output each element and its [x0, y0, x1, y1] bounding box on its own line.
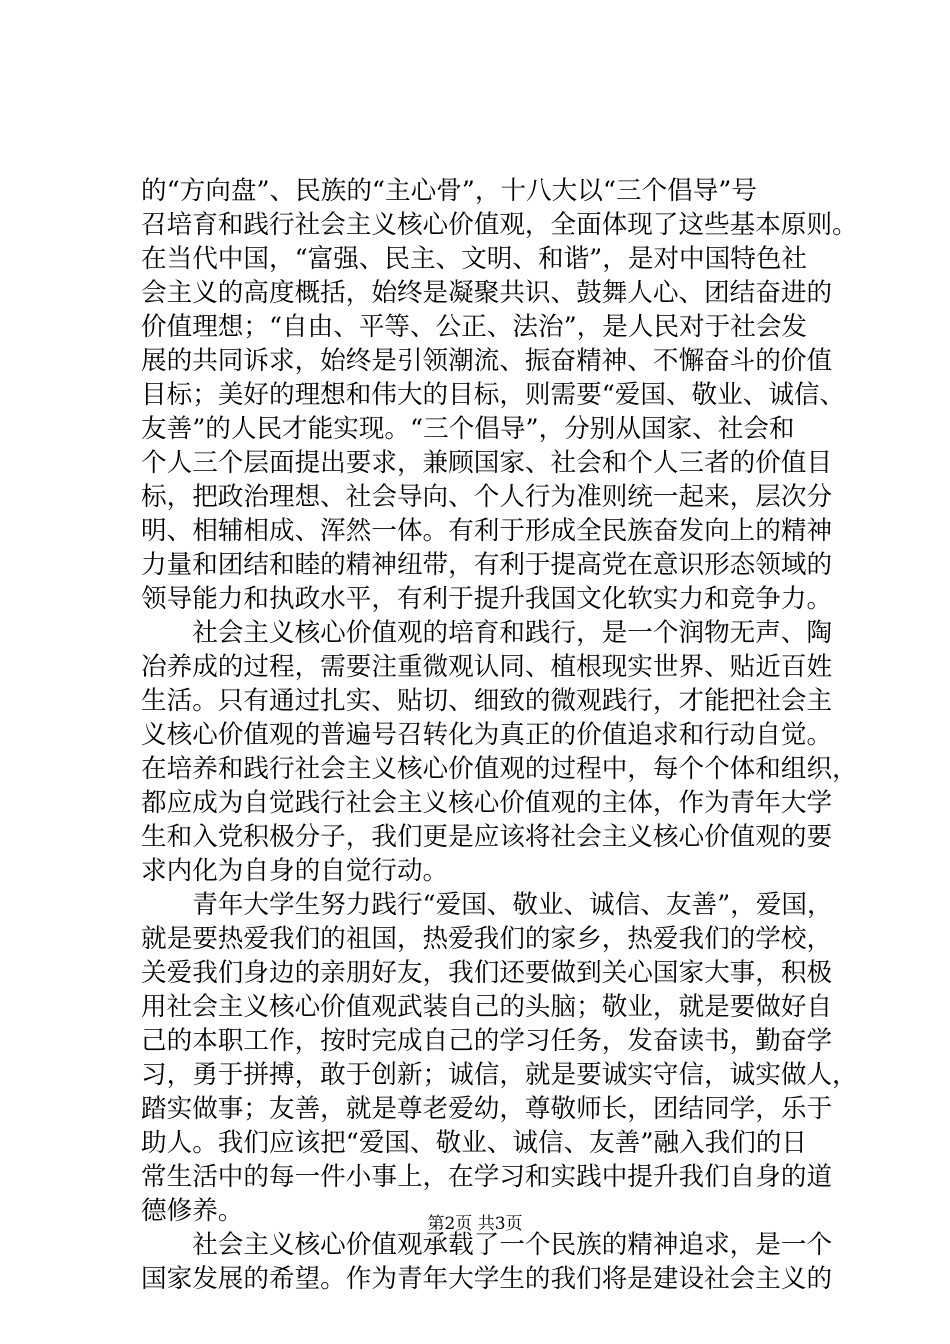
text-line: 召培育和践行社会主义核心价值观，全面体现了这些基本原则。 — [141, 210, 858, 240]
text-line: 常生活中的每一件小事上，在学习和实践中提升我们自身的道 — [141, 1162, 833, 1192]
text-line: 就是要热爱我们的祖国，热爱我们的家乡，热爱我们的学校， — [141, 924, 833, 954]
text-line: 国家发展的希望。作为青年大学生的我们将是建设社会主义的 — [141, 1264, 833, 1294]
text-line: 己的本职工作，按时完成自己的学习任务，发奋读书，勤奋学 — [141, 1026, 833, 1056]
text-line: 社会主义核心价值观的培育和践行，是一个润物无声、陶 — [141, 618, 833, 648]
text-line: 明、相辅相成、浑然一体。有利于形成全民族奋发向上的精神 — [141, 516, 833, 546]
text-line: 冶养成的过程，需要注重微观认同、植根现实世界、贴近百姓 — [141, 652, 833, 682]
text-line: 都应成为自觉践行社会主义核心价值观的主体，作为青年大学 — [141, 788, 833, 818]
text-line: 在培养和践行社会主义核心价值观的过程中，每个个体和组织， — [141, 754, 858, 784]
text-line: 的“方向盘”、民族的“主心骨”，十八大以“三个倡导”号 — [141, 176, 757, 206]
text-line: 青年大学生努力践行“爱国、敬业、诚信、友善”，爱国， — [141, 890, 833, 920]
text-line: 踏实做事；友善，就是尊老爱幼，尊敬师长，团结同学，乐于 — [141, 1094, 833, 1124]
text-line: 习，勇于拼搏，敢于创新；诚信，就是要诚实守信，诚实做人， — [141, 1060, 858, 1090]
text-line: 助人。我们应该把“爱国、敬业、诚信、友善”融入我们的日 — [141, 1128, 808, 1158]
page-footer: 第2页 共3页 — [427, 1214, 523, 1234]
text-line: 义核心价值观的普遍号召转化为真正的价值追求和行动自觉。 — [141, 720, 833, 750]
text-line: 在当代中国，“富强、民主、文明、和谐”，是对中国特色社 — [141, 244, 808, 274]
text-line: 目标；美好的理想和伟大的目标，则需要“爱国、敬业、诚信、 — [141, 380, 846, 410]
text-line: 社会主义核心价值观承载了一个民族的精神追求，是一个 — [141, 1230, 833, 1260]
text-line: 用社会主义核心价值观武装自己的头脑；敬业，就是要做好自 — [141, 992, 833, 1022]
text-line: 生和入党积极分子，我们更是应该将社会主义核心价值观的要 — [141, 822, 833, 852]
text-line: 展的共同诉求，始终是引领潮流、振奋精神、不懈奋斗的价值 — [141, 346, 833, 376]
text-line: 友善”的人民才能实现。“三个倡导”，分别从国家、社会和 — [141, 414, 795, 444]
text-line: 领导能力和执政水平，有利于提升我国文化软实力和竞争力。 — [141, 584, 833, 614]
text-line: 关爱我们身边的亲朋好友，我们还要做到关心国家大事，积极 — [141, 958, 833, 988]
text-line: 价值理想；“自由、平等、公正、法治”，是人民对于社会发 — [141, 312, 808, 342]
text-line: 标，把政治理想、社会导向、个人行为准则统一起来，层次分 — [141, 482, 833, 512]
text-line: 求内化为自身的自觉行动。 — [141, 856, 449, 886]
text-line: 德修养。 — [141, 1196, 244, 1226]
text-line: 个人三个层面提出要求，兼顾国家、社会和个人三者的价值目 — [141, 448, 833, 478]
text-line: 生活。只有通过扎实、贴切、细致的微观践行，才能把社会主 — [141, 686, 833, 716]
text-line: 会主义的高度概括，始终是凝聚共识、鼓舞人心、团结奋进的 — [141, 278, 833, 308]
text-line: 力量和团结和睦的精神纽带，有利于提高党在意识形态领域的 — [141, 550, 833, 580]
body-text — [141, 174, 858, 1296]
